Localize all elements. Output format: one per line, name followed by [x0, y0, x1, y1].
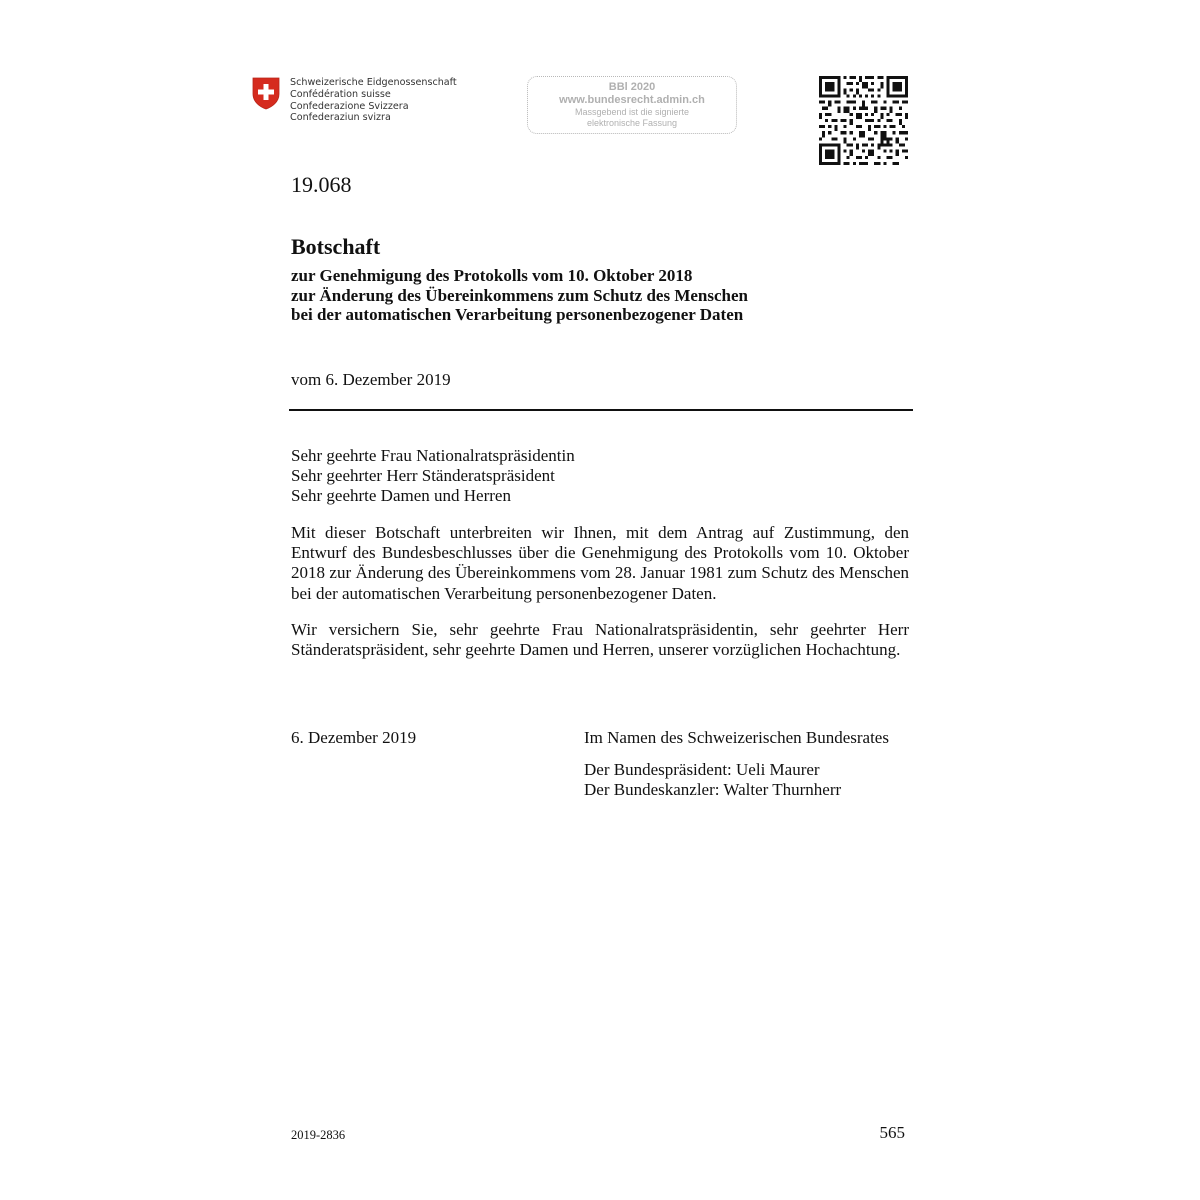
signatory-president: Der Bundespräsident: Ueli Maurer [584, 760, 820, 779]
salutation-line: Sehr geehrter Herr Ständeratspräsident [291, 466, 555, 486]
stamp-url: www.bundesrecht.admin.ch [559, 94, 705, 106]
publication-stamp [527, 76, 737, 134]
subtitle-line: zur Genehmigung des Protokolls vom 10. Oktober 2018 [291, 266, 693, 285]
signatories [584, 760, 841, 800]
title-divider [289, 409, 913, 411]
signature-date: 6. Dezember 2019 [291, 728, 417, 747]
document-number: 19.068 [291, 172, 352, 197]
body-paragraph-1: Mit dieser Botschaft unterbreiten wir Ihnen, mit dem Antrag auf Zustimmung, den Entwurf des Bundesbeschlusses über die Genehmigung des Protokolls vom 10. Oktober 2018 zur Änderung des Übereinkommens vom 28. Januar 1981 zum Schutz des Menschen bei der automatischen Verarbeitung personenbezogener Daten. [291, 523, 909, 603]
salutation-line: Sehr geehrte Damen und Herren [291, 486, 511, 506]
document-title: Botschaft [291, 234, 381, 259]
document-subtitle [291, 266, 748, 325]
subtitle-line: bei der automatischen Verarbeitung personenbezogener Daten [291, 305, 744, 324]
agency-line: Schweizerische Eidgenossenschaft [290, 77, 457, 88]
swiss-cross-shield-icon [252, 77, 280, 110]
agency-line: Confédération suisse [290, 88, 391, 100]
subtitle-line: zur Änderung des Übereinkommens zum Schutz des Menschen [291, 285, 748, 305]
agency-line: Confederazione Svizzera [290, 100, 409, 112]
signatory-chancellor: Der Bundeskanzler: Walter Thurnherr [584, 780, 842, 800]
qr-code-icon [819, 76, 908, 165]
stamp-journal: BBl 2020 [608, 81, 656, 93]
salutation [291, 446, 575, 507]
salutation-line: Sehr geehrte Frau Nationalratspräsidentin [291, 446, 575, 465]
page-number: 565 [879, 1123, 905, 1142]
body-paragraph-2: Wir versichern Sie, sehr geehrte Frau Nationalratspräsidentin, sehr geehrter Herr Ständeratspräsident, sehr geehrte Damen und Herren, unserer vorzüglichen Hochachtung. [291, 620, 909, 660]
agency-name-block [290, 77, 457, 124]
agency-line: Confederaziun svizra [290, 112, 391, 124]
signature-on-behalf: Im Namen des Schweizerischen Bundesrates [584, 728, 889, 747]
stamp-note-line1: Massgebend ist die signierte [574, 107, 690, 117]
footer-reference: 2019-2836 [291, 1128, 346, 1142]
document-date: vom 6. Dezember 2019 [291, 370, 451, 389]
stamp-note-line2: elektronische Fassung [586, 118, 678, 128]
